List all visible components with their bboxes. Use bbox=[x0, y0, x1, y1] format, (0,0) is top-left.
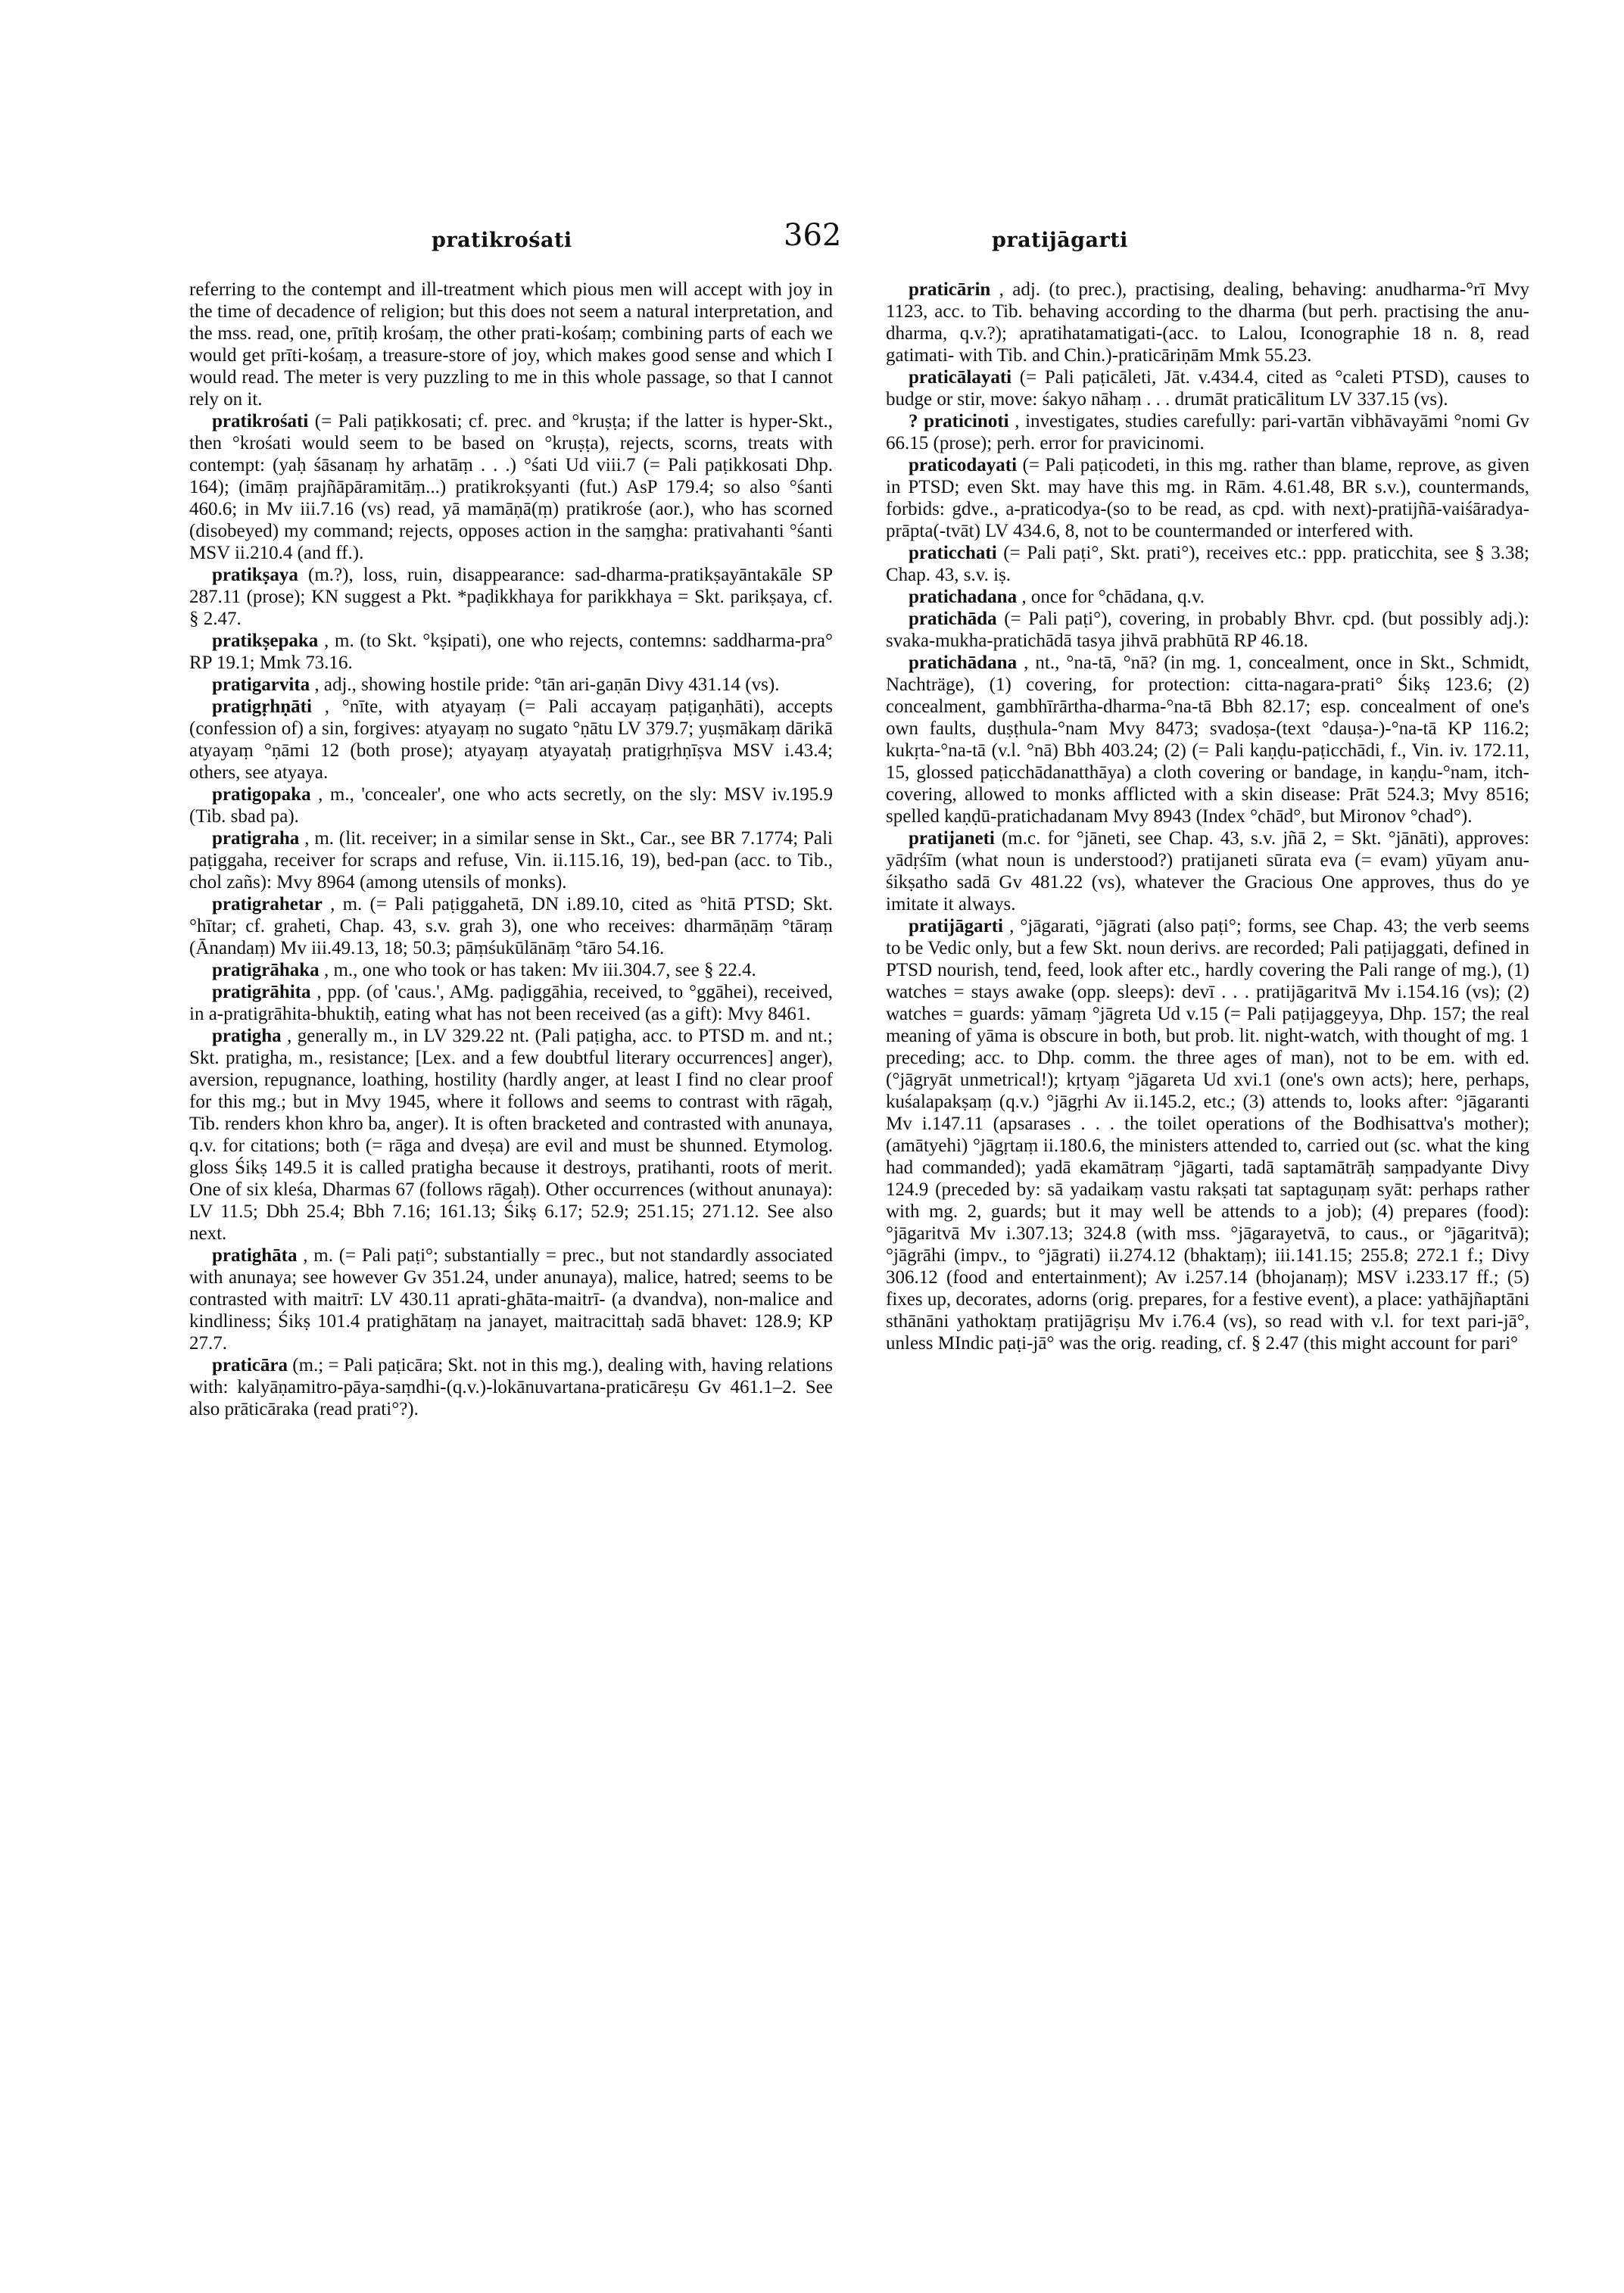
left-guide-word: pratikrośati bbox=[432, 229, 572, 252]
dictionary-entry bbox=[189, 959, 833, 981]
entry-text: , ppp. (of 'caus.', AMg. paḍiggāhia, received, to °ggāhei), received, in a-pratigrāhita-bhuktiḥ, eating what has not been received (as a gift): Mvy 8461. bbox=[189, 982, 834, 1024]
dictionary-entry bbox=[189, 981, 833, 1025]
entry-text: , m. (= Pali paṭiggahetā, DN i.89.10, cited as °hitā PTSD; Skt. °hītar; cf. graheti, Chap. 43, s.v. grah 3), one who receives: dharmāṇāṃ °tāraṃ (Ānandaṃ) Mv iii.49.13, 18; 50.3; pāṃśukūlānāṃ °tāro 54.16. bbox=[189, 894, 833, 958]
page-number: 362 bbox=[784, 218, 842, 253]
entry-headword: pratichadana bbox=[909, 587, 1018, 607]
entry-text: , investigates, studies carefully: pari-vartān vibhāvayāmi °nomi Gv 66.15 (prose); perh. error for pravicinomi. bbox=[886, 411, 1530, 453]
entry-headword: pratijaneti bbox=[909, 828, 995, 849]
dictionary-entry bbox=[886, 542, 1529, 586]
dictionary-entry bbox=[886, 454, 1529, 542]
entry-headword: pratikrośati bbox=[212, 411, 309, 431]
dictionary-entry bbox=[189, 410, 833, 564]
entry-text: (m.c. for °jāneti, see Chap. 43, s.v. jñā 2, = Skt. °jānāti), approves: yādṛśīm (what noun is understood?) pratijaneti sūrata eva (= evam) yūyam anu-śikṣatho sadā Gv 481.22 (vs), whatever the Gracious One approves, thus do ye imitate it always. bbox=[886, 828, 1530, 914]
entry-headword: praticāra bbox=[212, 1355, 288, 1375]
entry-headword: pratigrāhaka bbox=[212, 960, 320, 980]
entry-headword: pratighāta bbox=[212, 1245, 298, 1266]
entry-text: , nt., °na-tā, °nā? (in mg. 1, concealment, once in Skt., Schmidt, Nachträge), (1) covering, for protection: citta-nagara-prati° Śikṣ 123.6; (2) concealment, gambhīrārtha-dharma-°na-tā Bbh 82.17; esp. concealment of one's own faults, duṣṭhula-°nam Mvy 8473; svadoṣa-(text °dauṣa-)-°na-tā KP 116.2; kukṛta-°na-tā (v.l. °nā) Bbh 403.24; (2) (= Pali kaṇḍu-paṭicchādi, f., Vin. iv. 172.11, 15, glossed paṭicchādanatthāya) a cloth covering or bandage, in kaṇḍu-°nam, itch-covering, allowed to monks afflicted with a skin disease: Prāt 524.3; Mvy 8516; spelled kaṇḍū-pratichadanam Mvy 8943 (Index °chād°, but Mironov °chad°). bbox=[886, 653, 1529, 827]
running-head bbox=[0, 213, 1624, 259]
entry-headword: pratigha bbox=[212, 1026, 282, 1046]
right-guide-word: pratijāgarti bbox=[992, 229, 1128, 252]
entry-text: , m. (to Skt. °kṣipati), one who rejects, contemns: saddharma-pra° RP 19.1; Mmk 73.16. bbox=[189, 631, 834, 673]
dictionary-entry bbox=[886, 279, 1529, 366]
entry-text: , m., one who took or has taken: Mv iii.304.7, see § 22.4. bbox=[323, 960, 756, 980]
dictionary-entry bbox=[886, 366, 1529, 410]
entry-text: , m. (lit. receiver; in a similar sense in Skt., Car., see BR 7.1774; Pali paṭiggaha, receiver for scraps and refuse, Vin. ii.115.16, 19), bed-pan (acc. to Tib., chol zañs): Mvy 8964 (among utensils of monks). bbox=[189, 828, 833, 893]
entry-text: (= Pali paṭi°), covering, in probably Bhvr. cpd. (but possibly adj.): svaka-mukha-pratichādā tasya jihvā prabhūtā RP 46.18. bbox=[886, 609, 1529, 651]
entry-headword: ? praticinoti bbox=[909, 411, 1009, 431]
entry-headword: praticchati bbox=[909, 543, 997, 563]
dictionary-entry bbox=[189, 1025, 833, 1245]
dictionary-entry bbox=[886, 915, 1529, 1354]
dictionary-entry bbox=[886, 827, 1529, 915]
dictionary-entry bbox=[189, 893, 833, 959]
dictionary-entry bbox=[189, 696, 833, 784]
entry-text: , generally m., in LV 329.22 nt. (Pali paṭigha, acc. to PTSD m. and nt.; Skt. pratigha, m., resistance; [Lex. and a few doubtful literary occurrences] anger), aversion, repugnance, loathing, hostility (hardly anger, at least I find no clear proof for this mg.; but in Mvy 1945, where it follows and seems to contrast with rāgaḥ, Tib. renders khon khro ba, anger). It is often bracketed and contrasted with anunaya, q.v. for citations; both (= rāga and dveṣa) are evil and must be shunned. Etymolog. gloss Śikṣ 149.5 it is called pratigha because it destroys, pratihanti, roots of merit. One of six kleśa, Dharmas 67 (follows rāgaḥ). Other occurrences (without anunaya): LV 11.5; Dbh 25.4; Bbh 7.16; 161.13; Śikṣ 6.17; 52.9; 251.15; 271.12. See also next. bbox=[189, 1026, 833, 1244]
dictionary-entry bbox=[189, 827, 833, 893]
entry-text: , °jāgarati, °jāgrati (also paṭi°; forms, see Chap. 43; the verb seems to be Vedic only, but a few Skt. noun derivs. are recorded; Pali paṭijaggati, defined in PTSD nourish, tend, feed, look after etc., hardly covering the Pali range of mg.), (1) watches = stays awake (opp. sleeps): devī . . . pratijāgaritvā Mv i.154.16 (vs); (2) watches = guards: yāmaṃ °jāgreta Ud v.15 (= Pali paṭijaggeyya, Dhp. 157; the real meaning of yāma is obscure in both, but prob. lit. night-watch, with thought of mg. 1 preceding; acc. to Dhp. comm. the three ages of man), not to be em. with ed. (°jāgryāt unmetrical!); kṛtyaṃ °jāgareta Ud xvi.1 (one's own acts); here, perhaps, kuśalapakṣaṃ (q.v.) °jāgṛhi Av ii.145.2, etc.; (3) attends to, looks after: °jāgaranti Mv i.147.11 (apsarases . . . the toilet operations of the Bodhisattva's mother); (amātyehi) °jāgṛtaṃ ii.180.6, the ministers attended to, carried out (sc. what the king had commanded); yadā ekamātraṃ °jāgarti, tadā saptamātrāḥ saṃpadyante Divy 124.9 (preceded by: sā yadaikaṃ vastu rakṣati tat saptaguṇaṃ syāt: perhaps rather with mg. 2, guards; but it may well be attends to a job); (4) prepares (food): °jāgaritvā Mv i.307.13; 324.8 (with mss. °jāgarayetvā, to caus., or °jāgaritvā); °jāgrāhi (impv., to °jāgrati) ii.274.12 (bhaktaṃ); iii.141.15; 255.8; 272.1 f.; Divy 306.12 (food and entertainment); Av i.257.14 (bhojanaṃ); MSV i.233.17 ff.; (5) fixes up, decorates, adorns (orig. prepares, for a festive event), a place: yathājñaptāni sthānāni yathoktaṃ pratijāgriṣu Mv i.76.4 (vs), so read with v.l. for text pari-jā°, unless MIndic paṭi-jā° was the orig. reading, cf. § 2.47 (this might account for pari° bbox=[886, 916, 1530, 1354]
entry-headword: pratijāgarti bbox=[909, 916, 1003, 936]
entry-headword: pratichādana bbox=[909, 653, 1018, 673]
entry-headword: pratikṣaya bbox=[212, 565, 298, 585]
right-column bbox=[886, 279, 1529, 1354]
dictionary-entry bbox=[886, 410, 1529, 454]
entry-headword: pratigrāhita bbox=[212, 982, 311, 1002]
dictionary-entry bbox=[189, 1245, 833, 1354]
entry-text: (m.; = Pali paṭicāra; Skt. not in this mg.), dealing with, having relations with: kalyāṇamitro-pāya-saṃdhi-(q.v.)-lokānuvartana-praticāreṣu Gv 461.1–2. See also prāticāraka (read prati°?). bbox=[189, 1355, 834, 1419]
dictionary-entry bbox=[189, 630, 833, 674]
entry-headword: praticālayati bbox=[909, 367, 1012, 388]
entry-headword: pratichāda bbox=[909, 609, 997, 629]
entry-text: , adj. (to prec.), practising, dealing, behaving: anudharma-°rī Mvy 1123, acc. to Tib. behaving according to the dharma (but perh. practising the anu-dharma, q.v.?); apratihatamatigati-(acc. to Lalou, Iconographie 18 n. 8, read gatimati- with Tib. and Chin.)-praticāriṇām Mmk 55.23. bbox=[886, 279, 1530, 366]
dictionary-entry bbox=[189, 784, 833, 827]
dictionary-entry bbox=[189, 279, 833, 410]
entry-text: (= Pali paṭikkosati; cf. prec. and °kruṣṭa; if the latter is hyper-Skt., then °krośati would seem to be based on °kruṣṭa), rejects, scorns, treats with contempt: (yaḥ śāsanaṃ hy arhatāṃ . . .) °śati Ud viii.7 (= Pali paṭikkosati Dhp. 164); (imāṃ prajñāpāramitāṃ...) pratikrokṣyanti (fut.) AsP 179.4; so also °śanti 460.6; in Mv iii.7.16 (vs) read, yā mamāṇā(ṃ) pratikrośe (aor.), who has scorned (disobeyed) my command; rejects, opposes action in the saṃgha: prativahanti °śanti MSV ii.210.4 (and ff.). bbox=[189, 411, 834, 563]
entry-headword: praticodayati bbox=[909, 455, 1018, 475]
entry-text: , m. (= Pali paṭi°; substantially = prec., but not standardly associated with anunaya; see however Gv 351.24, under anunaya), malice, hatred; seems to be contrasted with maitrī: LV 430.11 aprati-ghāta-maitrī- (a dvandva), non-malice and kindliness; Śikṣ 101.4 pratighātaṃ na janayet, maitracittaḥ sadā bhavet: 128.9; KP 27.7. bbox=[189, 1245, 834, 1354]
dictionary-entry bbox=[886, 586, 1529, 608]
entry-headword: pratikṣepaka bbox=[212, 631, 319, 651]
entry-headword: pratigarvita bbox=[212, 675, 310, 695]
entry-headword: pratigrahetar bbox=[212, 894, 323, 914]
entry-text: (= Pali paṭicāleti, Jāt. v.434.4, cited as °caleti PTSD), causes to budge or stir, move: śakyo nāhaṃ . . . drumāt praticālitum LV 337.15 (vs). bbox=[886, 367, 1530, 410]
entry-text: , once for °chādana, q.v. bbox=[1021, 587, 1205, 607]
entry-headword: praticārin bbox=[909, 279, 991, 300]
dictionary-entry bbox=[189, 1354, 833, 1420]
dictionary-entry bbox=[886, 608, 1529, 652]
entry-text: referring to the contempt and ill-treatment which pious men will accept with joy in the time of decadence of religion; but this does not seem a natural interpretation, and the mss. read, one, prītiḥ krośaṃ, the other prati-kośaṃ; combining parts of each we would get prīti-kośaṃ, a treasure-store of joy, which makes good sense and which I would read. The meter is very puzzling to me in this whole passage, so that I cannot rely on it. bbox=[189, 279, 833, 410]
left-column bbox=[189, 279, 833, 1420]
entry-text: , adj., showing hostile pride: °tān ari-gaṇān Divy 431.14 (vs). bbox=[314, 675, 780, 695]
entry-text: (= Pali paṭi°, Skt. prati°), receives etc.: ppp. praticchita, see § 3.38; Chap. 43, s.v. iṣ. bbox=[886, 543, 1529, 585]
dictionary-entry bbox=[189, 564, 833, 630]
dictionary-entry bbox=[189, 674, 833, 696]
entry-text: (= Pali paṭicodeti, in this mg. rather than blame, reprove, as given in PTSD; even Skt. may have this mg. in Rām. 4.61.48, BR s.v.), countermands, forbids: gdve., a-praticodya-(so to be read, as cpd. with next)-pratijñā-vaiśāradya-prāpta(-tvāt) LV 434.6, 8, not to be countermanded or interfered with. bbox=[886, 455, 1529, 541]
entry-text: , m., 'concealer', one who acts secretly, on the sly: MSV iv.195.9 (Tib. sbad pa). bbox=[189, 784, 834, 827]
entry-text: (m.?), loss, ruin, disappearance: sad-dharma-pratikṣayāntakāle SP 287.11 (prose); KN suggest a Pkt. *paḍikkhaya for parikkhaya = Skt. parikṣaya, cf. § 2.47. bbox=[189, 565, 833, 629]
entry-headword: pratigopaka bbox=[212, 784, 311, 805]
dictionary-entry bbox=[886, 652, 1529, 827]
entry-headword: pratigṛhṇāti bbox=[212, 696, 312, 717]
entry-headword: pratigraha bbox=[212, 828, 300, 849]
entry-text: , °nīte, with atyayaṃ (= Pali accayaṃ paṭigaṇhāti), accepts (confession of) a sin, forgives: atyayaṃ no sugato °ṇātu LV 379.7; yuṣmākaṃ dārikā atyayaṃ °ṇāmi 12 (both prose); atyayaṃ atyayataḥ pratigṛhṇīṣva MSV i.43.4; others, see atyaya. bbox=[189, 696, 834, 783]
